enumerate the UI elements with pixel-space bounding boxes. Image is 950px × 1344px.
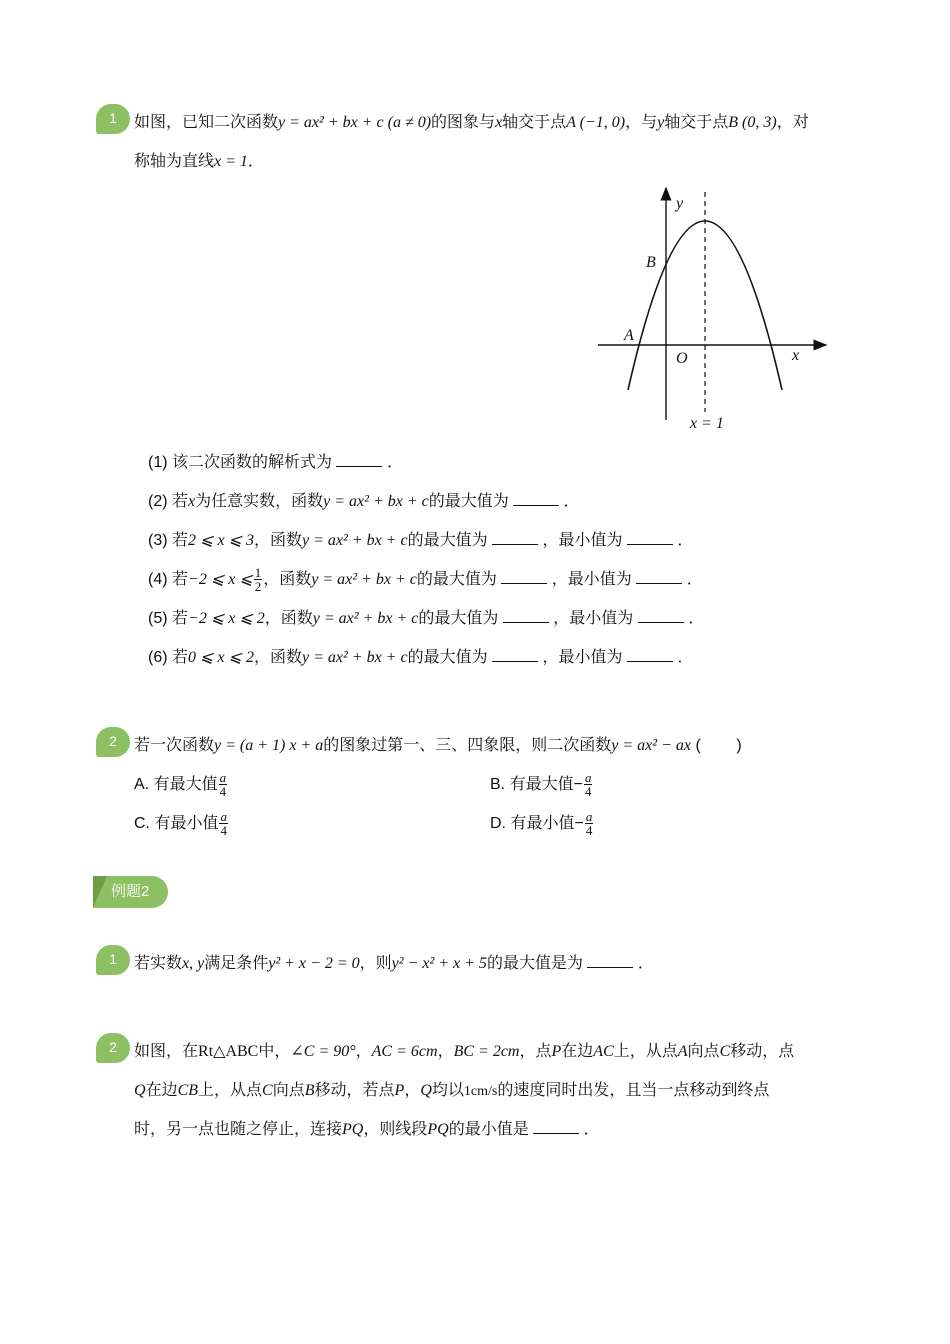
- q1-stem-line2: 称轴为直线x = 1．: [134, 153, 264, 170]
- question-number-badge: 2: [96, 727, 130, 757]
- question-number-badge: 1: [96, 104, 130, 134]
- answer-blank[interactable]: [336, 452, 382, 467]
- q1-part-3: (3) 若2 ⩽ x ⩽ 3，函数y = ax² + bx + c的最大值为 ，最小值为 ．: [148, 532, 694, 549]
- parabola-graph: [590, 180, 840, 440]
- answer-blank[interactable]: [513, 491, 559, 506]
- answer-blank[interactable]: [501, 569, 547, 584]
- example-q2-line2: Q在边CB上，从点C向点B移动，若点P，Q均以1cm/s的速度同时出发，且当一点移动到终点: [134, 1082, 770, 1099]
- x-axis-label: x: [792, 347, 800, 364]
- answer-blank[interactable]: [503, 608, 549, 623]
- point-b-label: B: [646, 254, 656, 271]
- q1-stem-line1: 如图，已知二次函数y = ax² + bx + c (a ≠ 0)的图象与x轴交于点A (−1, 0)，与y轴交于点B (0, 3)，对: [134, 114, 809, 131]
- answer-blank[interactable]: [627, 530, 673, 545]
- origin-label: O: [676, 350, 688, 367]
- q2-option-d[interactable]: D. 有最小值− $\frac{a}{4}$: [490, 809, 593, 839]
- q1-part-4: (4) 若−2 ⩽ x ⩽ $\frac{1}{2}$ ，函数y = ax² + bx + c的最大值为 ，最小值为 ．: [148, 565, 703, 595]
- q2-stem: 若一次函数y = (a + 1) x + a的图象过第一、三、四象限，则二次函数y = ax² − ax ( ): [134, 737, 742, 754]
- example-section-tab: 例题2: [93, 876, 168, 908]
- question-number-badge: 1: [96, 945, 130, 975]
- fraction: $\frac{a}{4}$: [584, 770, 592, 800]
- example-q2-line3: 时，另一点也随之停止，连接PQ，则线段PQ的最小值是 ．: [134, 1121, 600, 1138]
- fraction: $\frac{1}{2}$: [254, 565, 262, 595]
- y-axis-label: y: [676, 195, 684, 212]
- question-number-badge: 2: [96, 1033, 130, 1063]
- example-q2-line1: 如图，在Rt△ABC中，∠C = 90°，AC = 6cm，BC = 2cm，点P在边AC上，从点A向点C移动，点: [134, 1043, 795, 1060]
- answer-blank[interactable]: [587, 953, 633, 968]
- q2-option-b[interactable]: B. 有最大值− $\frac{a}{4}$: [490, 770, 592, 800]
- q1-part-1: (1) 该二次函数的解析式为 ．: [148, 454, 403, 471]
- answer-blank[interactable]: [636, 569, 682, 584]
- point-a-label: A: [624, 327, 634, 344]
- fraction: $\frac{a}{4}$: [585, 809, 593, 839]
- q1-part-5: (5) 若−2 ⩽ x ⩽ 2，函数y = ax² + bx + c的最大值为 ，最小值为 ．: [148, 610, 705, 627]
- answer-blank[interactable]: [638, 608, 684, 623]
- example-q1-stem: 若实数x, y满足条件y² + x − 2 = 0，则y² − x² + x + 5的最大值是为 ．: [134, 955, 654, 972]
- q2-option-c[interactable]: C. 有最小值 $\frac{a}{4}$: [134, 809, 227, 839]
- fraction: $\frac{a}{4}$: [220, 809, 227, 839]
- answer-blank[interactable]: [492, 647, 538, 662]
- answer-blank[interactable]: [533, 1119, 579, 1134]
- fraction: $\frac{a}{4}$: [219, 770, 227, 800]
- q1-part-2: (2) 若x为任意实数，函数y = ax² + bx + c的最大值为 ．: [148, 493, 580, 510]
- symmetry-axis-label: x = 1: [690, 415, 724, 432]
- answer-blank[interactable]: [492, 530, 538, 545]
- q1-part-6: (6) 若0 ⩽ x ⩽ 2，函数y = ax² + bx + c的最大值为 ，最小值为 ．: [148, 649, 694, 666]
- answer-blank[interactable]: [627, 647, 673, 662]
- q2-option-a[interactable]: A. 有最大值 $\frac{a}{4}$: [134, 770, 227, 800]
